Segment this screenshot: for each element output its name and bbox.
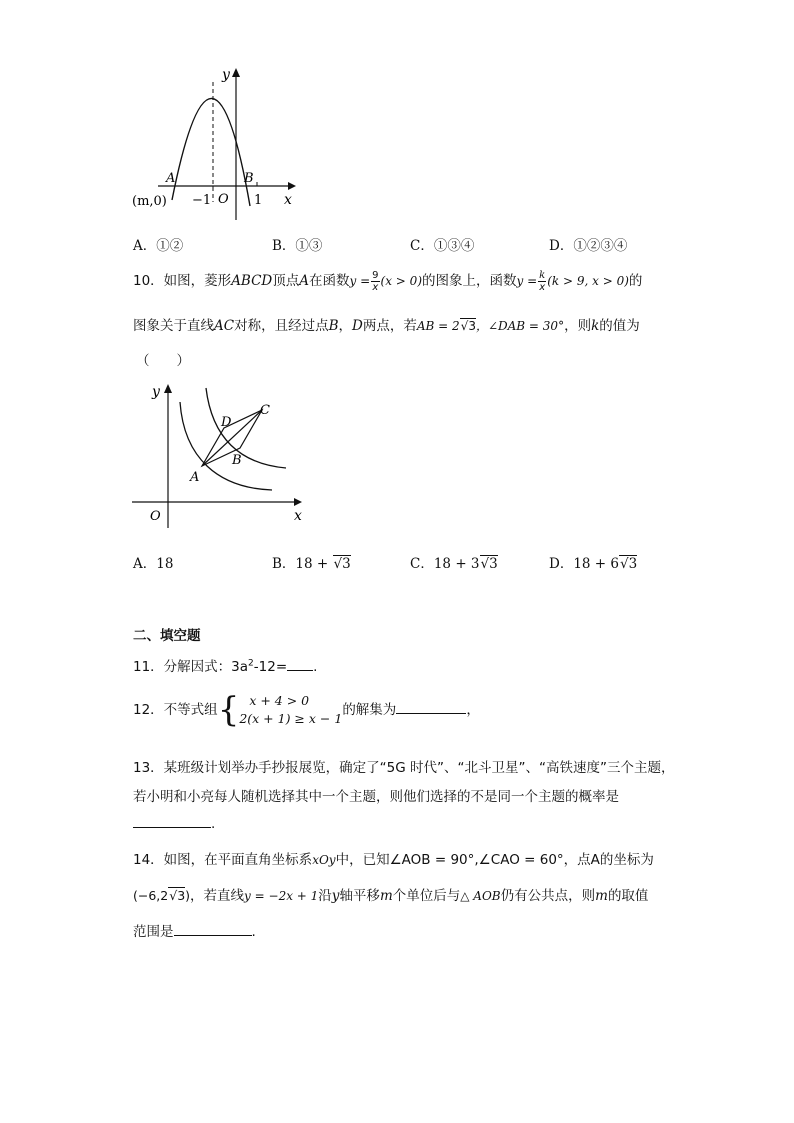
q14-m2: m (595, 888, 608, 904)
q11-stem (133, 655, 317, 675)
q10-func2-num: k (539, 269, 546, 281)
q12-suffix: 的解集为 (342, 702, 397, 718)
q10-end-text: 的 (628, 273, 643, 289)
q14-y: y (331, 888, 340, 904)
q10-option-b-letter: B． (272, 556, 296, 572)
q10-point-d: D (221, 415, 232, 430)
q10-func2-cond: (k > 9, x > 0) (547, 274, 629, 288)
q10-vertex-text: 顶点 (272, 273, 300, 289)
q13-answer-line (133, 815, 215, 832)
q9-option-b[interactable]: B．①③ (272, 238, 323, 254)
q10-a: A (299, 273, 310, 289)
q11-rest: -12= (253, 659, 288, 675)
q10-ac: AC (214, 318, 235, 334)
q10-stem-line2 (133, 314, 640, 334)
q9-x-label: x (284, 192, 292, 208)
q12-prefix: 12．不等式组 (133, 702, 218, 718)
q10-option-b-root-value: 3 (342, 556, 351, 572)
q9-option-c[interactable]: C．①③④ (410, 238, 475, 254)
q10-option-b-value: 18 + (295, 556, 333, 572)
q10-line2e: 的值为 (599, 318, 640, 334)
q10-prefix: 10．如图，菱形 (133, 273, 232, 289)
q11-end: . (313, 659, 318, 675)
q14-line-eq: y = −2x + 1 (244, 889, 319, 903)
q10-func1-den: x (372, 281, 379, 293)
q10-comma: ， (338, 318, 353, 334)
q10-option-d-letter: D． (549, 556, 574, 572)
q10-abcd: ABCD (231, 273, 273, 289)
q14-m: m (379, 888, 393, 904)
q10-answer-paren: （ ） (136, 353, 190, 369)
q13-line1: 13．某班级计划举办手抄报展览，确定了“5G 时代”、“北斗卫星”、“高铁速度”三个主题， (133, 760, 675, 776)
q14-sqrt: √3 (169, 888, 186, 903)
q14-l1b: 中，已知∠AOB = 90°,∠CAO = 60° (335, 852, 564, 868)
q10-func1-cond: (x > 0) (380, 274, 422, 288)
q9-y-arrow (232, 68, 240, 77)
q11-answer-blank[interactable] (287, 658, 313, 671)
q14-line1 (133, 848, 654, 868)
q9-parabola-curve (172, 98, 250, 206)
q9-x-arrow (288, 182, 296, 190)
q14-l2f: 个单位后与 (392, 888, 461, 904)
q12-system (239, 692, 342, 728)
q10-option-b-root: √3 (333, 556, 351, 572)
section-title-fill-blank: 二、填空题 (133, 628, 201, 644)
q10-line2b: 对称，且经过点 (234, 318, 329, 334)
q10-func1-num: 9 (372, 269, 379, 281)
q14-l2e: 轴平移 (339, 888, 380, 904)
q10-y-label: y (152, 384, 160, 400)
q10-option-c[interactable] (410, 552, 498, 572)
q10-point-a: A (190, 470, 200, 485)
q10-option-a-letter: A． (133, 556, 157, 572)
q12-end: ， (466, 702, 480, 718)
q12-answer-blank[interactable] (396, 701, 466, 714)
q10-angle: ，∠DAB = 30° (475, 319, 565, 333)
q14-end: . (251, 924, 256, 940)
q13-end: . (211, 816, 216, 832)
q10-x-arrow (294, 498, 302, 506)
q9-y-label: y (222, 67, 230, 83)
q10-x-label: x (294, 508, 302, 524)
q10-point-c: C (260, 403, 270, 418)
q10-option-d-root-value: 3 (628, 556, 638, 572)
q10-stem-line1 (133, 269, 642, 293)
q10-d: D (352, 318, 363, 334)
q11-text: 11．分解因式：3a (133, 659, 249, 675)
q12-brace: { (217, 690, 240, 730)
q9-option-a[interactable]: A．①② (133, 238, 184, 254)
q14-line2 (133, 884, 648, 904)
q10-func2-frac (538, 270, 546, 293)
q10-option-d-value: 18 + 6 (573, 556, 619, 572)
q9-point-a: A (166, 171, 176, 186)
q10-func1-frac (371, 270, 379, 293)
q10-option-c-root-value: 3 (489, 556, 498, 572)
q10-func2-lhs: y = (516, 274, 538, 288)
q12-eq2: 2(x + 1) ≥ x − 1 (239, 711, 343, 726)
q14-l3: 范围是 (133, 924, 174, 940)
q9-m-label: (m,0) (132, 194, 167, 209)
q10-option-a[interactable] (133, 552, 173, 572)
q10-rhombus-figure (128, 378, 308, 528)
q10-func2-den: x (539, 281, 546, 293)
q10-ab-eq: AB = 2 (416, 319, 460, 333)
q10-point-b: B (232, 453, 242, 468)
q10-option-a-value: 18 (156, 556, 174, 572)
q14-xoy: xOy (312, 853, 336, 867)
q10-sqrt3: 3 (468, 319, 476, 333)
q9-origin-label: O (218, 192, 229, 207)
q14-l2b: ) (185, 888, 191, 903)
q11-sup: 2 (248, 658, 254, 669)
q10-line2d: ，则 (564, 318, 592, 334)
q14-tri: △ AOB (460, 889, 501, 903)
q10-origin-label: O (150, 509, 161, 524)
q9-parabola-figure (128, 62, 308, 222)
q10-b: B (328, 318, 339, 334)
q9-neg-one-label: −1 (192, 193, 212, 208)
q14-l2a: (−6,2 (133, 888, 169, 903)
q10-option-c-value: 18 + 3 (433, 556, 480, 572)
q14-l1a: 14．如图，在平面直角坐标系 (133, 852, 313, 868)
q9-one-label: 1 (254, 193, 263, 208)
q10-option-c-letter: C． (410, 556, 434, 572)
q9-option-d[interactable]: D．①②③④ (549, 238, 628, 254)
q10-line2c: 两点，若 (362, 318, 417, 334)
q14-l2root: 3 (177, 888, 186, 903)
q14-line3 (133, 920, 256, 940)
q12-eq1: x + 4 > 0 (249, 693, 310, 708)
q14-l2h: 的取值 (607, 888, 649, 904)
q10-in-func: 在函数 (309, 273, 350, 289)
q9-point-b: B (244, 171, 254, 186)
q10-option-d-root: √3 (620, 556, 638, 572)
q10-curve-outer (206, 388, 286, 468)
q12-stem (133, 692, 480, 728)
q10-option-d[interactable] (549, 552, 637, 572)
q14-l2c: ，若直线 (190, 888, 245, 904)
q13-line2: 若小明和小亮每人随机选择其中一个主题，则他们选择的不是同一个主题的概率是 (133, 789, 619, 805)
q14-answer-blank[interactable] (174, 923, 252, 936)
q14-l2g: 仍有公共点，则 (500, 888, 596, 904)
q13-answer-blank[interactable] (133, 815, 211, 828)
q14-l2d: 沿 (318, 888, 332, 904)
q10-sqrt: √3 (460, 319, 476, 333)
q10-y-arrow (164, 384, 172, 393)
q10-k: k (591, 318, 600, 334)
q10-func1-lhs: y = (349, 274, 371, 288)
q14-l1c: ，点A的坐标为 (563, 852, 654, 868)
q10-option-b[interactable] (272, 552, 351, 572)
q10-option-c-root: √3 (480, 556, 498, 572)
q10-line2: 图象关于直线 (133, 318, 214, 334)
q10-mid-text: 的图象上，函数 (422, 273, 517, 289)
